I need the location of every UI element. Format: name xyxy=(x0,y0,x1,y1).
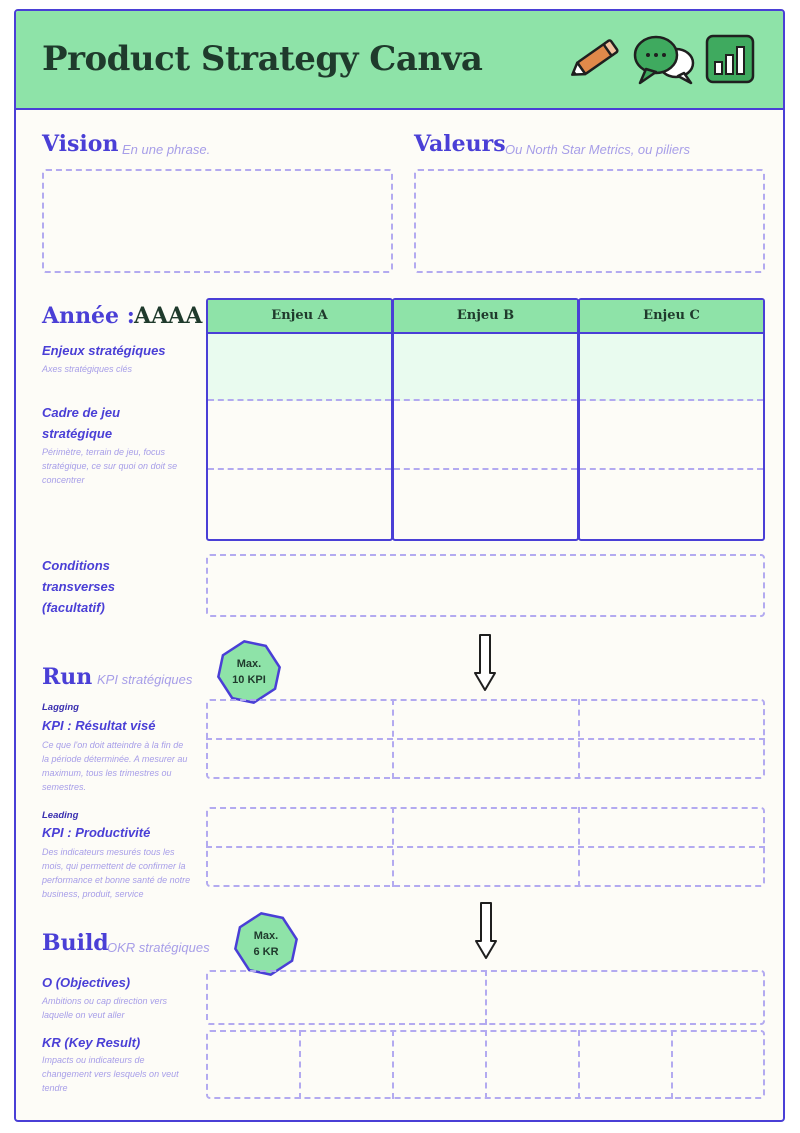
enjeu-a-header: Enjeu A xyxy=(208,300,391,334)
build-title: Build xyxy=(42,930,109,956)
build-max-badge xyxy=(234,912,298,976)
enjeu-c-strategic-cell[interactable] xyxy=(580,334,763,401)
kr-divider-5 xyxy=(671,1030,673,1099)
chat-bubbles-icon xyxy=(632,33,696,89)
strategy-canvas-sheet xyxy=(14,9,785,1122)
run-max-badge xyxy=(217,640,281,704)
lagging-tag: Lagging xyxy=(42,702,79,713)
lagging-col-divider-2 xyxy=(578,699,580,779)
valeurs-input-box[interactable] xyxy=(414,169,765,273)
leading-col-divider-2 xyxy=(578,807,580,887)
lagging-row-divider xyxy=(206,738,765,740)
objectives-hint: Ambitions ou cap direction vers laquelle on veut aller xyxy=(42,996,168,1020)
objectives-divider xyxy=(485,970,487,1025)
key-results-hint: Impacts ou indicateurs de changement vers lesquels on veut tendre xyxy=(42,1055,179,1093)
enjeu-a-strategic-cell[interactable] xyxy=(208,334,391,401)
down-arrow-icon xyxy=(474,901,498,961)
valeurs-title: Valeurs xyxy=(414,131,506,157)
leading-tag: Leading xyxy=(42,810,79,821)
run-badge-line2: 10 KPI xyxy=(232,674,266,686)
run-subtitle: KPI stratégiques xyxy=(97,672,193,687)
objectives-label: O (Objectives) xyxy=(42,975,131,990)
kpi-resultat-hint: Ce que l'on doit atteindre à la fin de la période déterminée. A mesurer au maximum, tous les trimestres ou semestres. xyxy=(42,740,188,792)
conditions-input-box[interactable] xyxy=(206,554,765,617)
kr-divider-4 xyxy=(578,1030,580,1099)
enjeu-b-header: Enjeu B xyxy=(394,300,577,334)
enjeu-b-column xyxy=(392,298,579,541)
cadre-de-jeu-label: Cadre de jeu stratégique xyxy=(42,405,121,441)
enjeux-strategiques-label: Enjeux stratégiques xyxy=(42,343,166,358)
kr-divider-3 xyxy=(485,1030,487,1099)
build-badge-line1: Max. xyxy=(253,930,279,942)
enjeux-strategiques-hint: Axes stratégiques clés xyxy=(42,364,133,374)
kpi-productivite-label: KPI : Productivité xyxy=(42,825,151,840)
enjeu-a-frame-cell-2[interactable] xyxy=(208,470,391,536)
down-arrow-icon xyxy=(473,633,497,693)
page-title: Product Strategy Canva xyxy=(42,39,483,79)
annee-label: Année : xyxy=(42,303,135,329)
enjeu-a-column xyxy=(206,298,393,541)
enjeu-b-frame-cell-1[interactable] xyxy=(394,401,577,470)
kpi-resultat-label: KPI : Résultat visé xyxy=(42,718,156,733)
conditions-label: Conditions transverses (facultatif) xyxy=(42,558,115,615)
run-badge-line1: Max. xyxy=(236,658,262,670)
enjeu-c-header: Enjeu C xyxy=(580,300,763,334)
build-subtitle: OKR stratégiques xyxy=(107,940,210,955)
lagging-col-divider-1 xyxy=(392,699,394,779)
leading-row-divider xyxy=(206,846,765,848)
leading-col-divider-1 xyxy=(392,807,394,887)
run-title: Run xyxy=(42,664,93,690)
kr-divider-2 xyxy=(392,1030,394,1099)
vision-title: Vision xyxy=(42,131,119,157)
enjeu-c-frame-cell-2[interactable] xyxy=(580,470,763,536)
pencil-icon xyxy=(567,37,623,83)
kpi-productivite-hint: Des indicateurs mesurés tous les mois, qui permettent de confirmer la performance et bonne santé de notre business, produit, service xyxy=(42,847,191,899)
enjeu-a-frame-cell-1[interactable] xyxy=(208,401,391,470)
annee-value[interactable]: AAAA xyxy=(134,303,203,329)
valeurs-subtitle: Ou North Star Metrics, ou piliers xyxy=(505,142,690,157)
enjeu-b-frame-cell-2[interactable] xyxy=(394,470,577,536)
cadre-de-jeu-hint: Périmètre, terrain de jeu, focus stratégique, ce sur quoi on doit se concentrer xyxy=(42,447,178,485)
bar-chart-icon xyxy=(704,33,756,85)
key-results-label: KR (Key Result) xyxy=(42,1035,141,1050)
enjeu-b-strategic-cell[interactable] xyxy=(394,334,577,401)
build-badge-line2: 6 KR xyxy=(253,946,279,958)
vision-subtitle: En une phrase. xyxy=(122,142,211,157)
enjeu-c-frame-cell-1[interactable] xyxy=(580,401,763,470)
kr-divider-1 xyxy=(299,1030,301,1099)
vision-input-box[interactable] xyxy=(42,169,393,273)
header-banner xyxy=(16,11,783,110)
enjeu-c-column xyxy=(578,298,765,541)
